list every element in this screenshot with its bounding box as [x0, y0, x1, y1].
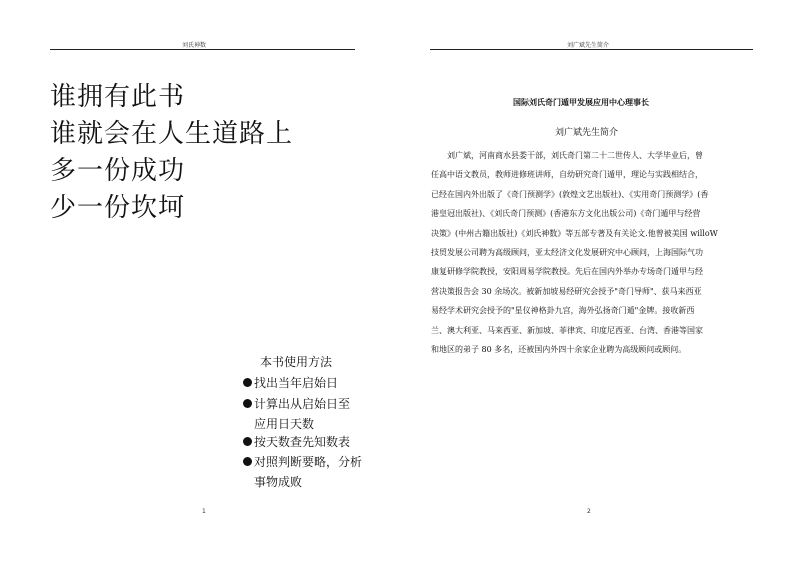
bio-line: 营决策报告会 30 余场次。被新加坡易经研究会授予"奇门导师"、获马来西亚: [431, 286, 702, 296]
bio-subtitle: 刘广斌先生简介: [555, 128, 619, 138]
bio-line: 港皇冠出版社)、《刘氏奇门预测》(香港东方文化出版公司)《奇门遁甲与经营: [431, 209, 701, 219]
usage-item-1: [243, 373, 338, 393]
slogan-line-4: 少一份坎坷: [50, 193, 186, 223]
left-page: [0, 0, 396, 561]
bullet-icon: [243, 457, 252, 466]
bio-line: 技贸发展公司聘为高级顾问，亚太经济文化发展研究中心顾问，上海国际气功: [431, 248, 703, 258]
bullet-icon: [243, 437, 252, 446]
bullet-icon: [243, 378, 252, 387]
right-page-header: 刘广斌先生简介: [567, 42, 610, 49]
left-header-rule: [50, 49, 355, 50]
bio-line: 任高中语文教员，教师进修班讲师，自幼研究奇门遁甲，理论与实践相结合，: [431, 170, 703, 180]
bio-line: 和地区的弟子 80 多名，还被国内外四十余家企业聘为高级顾问或顾问。: [431, 345, 687, 355]
usage-item-3: [243, 432, 350, 452]
bio-line: 兰、澳大利亚、马来西亚、新加坡、菲律宾、印度尼西亚、台湾、香港等国家: [431, 325, 703, 335]
slogan: [50, 79, 293, 227]
page-number: 1: [202, 508, 206, 515]
usage-item-text: 计算出从启始日至: [254, 397, 351, 411]
bio-line: 决策》(中州古籍出版社)《刘氏神数》等五部专著及有关论文.他曾被美国 willoW: [431, 228, 718, 238]
usage-title: 本书使用方法: [260, 355, 333, 369]
bullet-icon: [243, 399, 252, 408]
bio-line: 易经学术研究会授予的"星仪神格卦九宫，海外弘扬奇门遁"金牌。接收新西: [431, 306, 695, 316]
slogan-line-2: 谁就会在人生道路上: [50, 119, 294, 149]
usage-item-text: 对照判断要略，分析: [254, 455, 363, 469]
usage-item-4: [243, 452, 362, 472]
usage-item-4-continued: 事物成败: [254, 475, 303, 489]
bio-title: 国际刘氏奇门遁甲发展应用中心理事长: [513, 98, 649, 107]
usage-item-text: 找出当年启始日: [254, 376, 339, 390]
usage-item-text: 按天数查先知数表: [254, 435, 351, 449]
slogan-line-3: 多一份成功: [50, 156, 186, 186]
bio-line: 刘广斌，河南商水县娄干部，刘氏奇门第二十二世传人、大学毕业后，曾: [431, 151, 703, 160]
left-page-header: 刘氏神数: [182, 42, 207, 49]
right-header-rule: [430, 49, 753, 50]
page-number: 2: [587, 508, 591, 515]
bio-line: 康复研修学院教授，安阳周易学院教授。先后在国内外举办专场奇门遁甲与经: [431, 267, 703, 277]
bio-body: [431, 146, 753, 359]
slogan-line-1: 谁拥有此书: [50, 82, 186, 112]
right-page: [397, 0, 793, 561]
bio-line: 已经在国内外出版了《奇门预测学》(敦煌文艺出版社)、《实用奇门预测学》(香: [431, 189, 709, 199]
usage-item-2-continued: 应用日天数: [254, 417, 315, 431]
usage-item-2: [243, 394, 350, 414]
